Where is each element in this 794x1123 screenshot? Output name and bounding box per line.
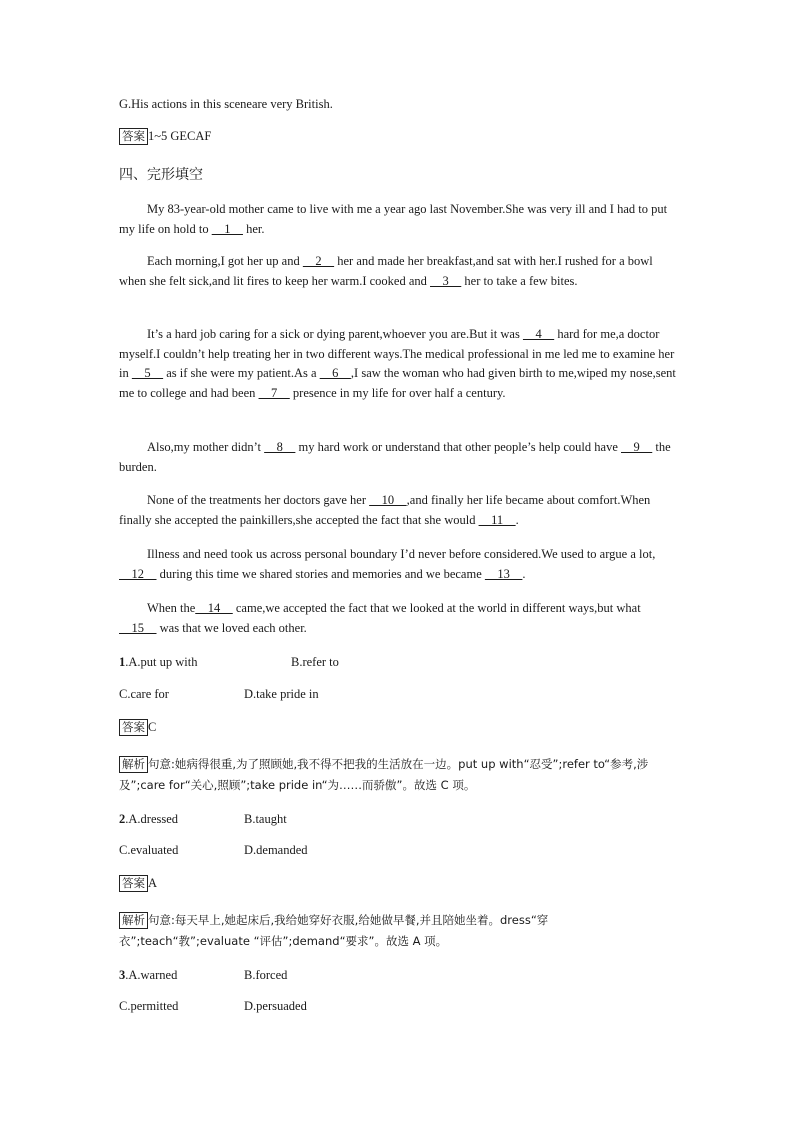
passage-paragraph-3: It’s a hard job caring for a sick or dying parent,whoever you are.But it was 4 hard for me,a doctor myself.I couldn’t help treating her in two different ways.The medical professional in me led me to examine her in 5 as if she were my patient.As a 6 ,I saw the woman who had given birth to me,wiped my nose,sent me to college and had been 7 presence in my life for over half a century. [119,327,676,400]
analysis-tag: 解析 [119,912,148,929]
blank-5: 5 [131,366,164,380]
question-1-number: 1 [119,655,126,669]
question-2-option-b: B.taught [244,812,287,826]
passage-paragraph-2: Each morning,I got her up and 2 her and made her breakfast,and sat with her.I rushed for a bowl when she felt sick,and lit fires to keep her warm.I cooked and 3 her to take a few bites. [119,254,653,288]
blank-3: 3 [430,273,462,288]
question-1-answer: C [148,720,157,734]
question-3-option-c: C.permitted [119,999,179,1013]
blank-9: 9 [621,440,653,454]
question-1-analysis [119,754,679,796]
blank-13: 13 [484,566,523,581]
question-2-option-c: C.evaluated [119,843,179,857]
question-2-option-a: .A.dressed [125,812,179,826]
question-3-row-ab [119,967,177,983]
question-2-answer-row [119,875,157,892]
blank-12: 12 [119,566,157,581]
blank-11: 11 [478,512,516,527]
section-title: 四、完形填空 [119,167,203,183]
question-1-answer-row [119,719,156,736]
question-1-option-c: C.care for [119,687,169,701]
question-1-analysis-text: 句意:她病得很重,为了照顾她,我不得不把我的生活放在一边。put up with“忍受”;refer to“参考,涉及”;care for“关心,照顾”;take pride in“为……而骄傲”。故选 C 项。 [119,757,649,792]
question-2-analysis [119,910,679,952]
option-g: G.His actions in this sceneare very British. [119,97,333,111]
passage-paragraph-1: My 83-year-old mother came to live with me a year ago last November.She was very ill and I had to put my life on hold to 1 her. [119,202,668,236]
blank-10: 10 [369,493,407,507]
blank-15: 15 [119,620,157,635]
blank-8: 8 [264,440,296,454]
question-2-option-d: D.demanded [244,843,308,857]
blank-7: 7 [258,385,290,400]
answer-tag: 答案 [119,128,148,145]
passage-paragraph-6: Illness and need took us across personal boundary I’d never before considered.We used to argue a lot, 12 during this time we shared stories and memories and we became 13 . [119,547,656,581]
question-1-option-d: D.take pride in [244,687,319,701]
question-1-option-b: B.refer to [291,655,339,669]
answer-row-1-5 [119,128,211,145]
blank-1: 1 [211,221,243,236]
question-3-number: 3 [119,968,126,982]
analysis-tag: 解析 [119,756,148,773]
question-2-analysis-text: 句意:每天早上,她起床后,我给她穿好衣服,给她做早餐,并且陪她坐着。dress“穿衣”;teach“教”;evaluate “评估”;demand“要求”。故选 A 项。 [119,913,549,948]
question-2-answer: A [148,876,158,890]
question-3-option-a: .A.warned [125,968,178,982]
passage-paragraph-5: None of the treatments her doctors gave her 10 ,and finally her life became about comfort.When finally she accepted the painkillers,she accepted the fact that she would 11 . [119,493,651,527]
answer-tag: 答案 [119,875,148,892]
answer-tag: 答案 [119,719,148,736]
blank-6: 6 [319,366,351,380]
passage-paragraph-7: When the 14 came,we accepted the fact that we looked at the world in different ways,but what 15 was that we loved each other. [119,601,641,635]
question-3-option-d: D.persuaded [244,999,307,1013]
question-1-option-a: .A.put up with [125,655,198,669]
blank-2: 2 [302,254,335,268]
question-2-row-ab [119,811,178,827]
blank-14: 14 [195,601,233,615]
passage-paragraph-4: Also,my mother didn’t 8 my hard work or understand that other people’s help could have 9 the burden. [119,440,671,474]
question-3-option-b: B.forced [244,968,288,982]
question-2-number: 2 [119,812,126,826]
question-1-row-ab [119,654,197,670]
answer-value: 1~5 GECAF [148,129,212,143]
blank-4: 4 [522,327,555,341]
